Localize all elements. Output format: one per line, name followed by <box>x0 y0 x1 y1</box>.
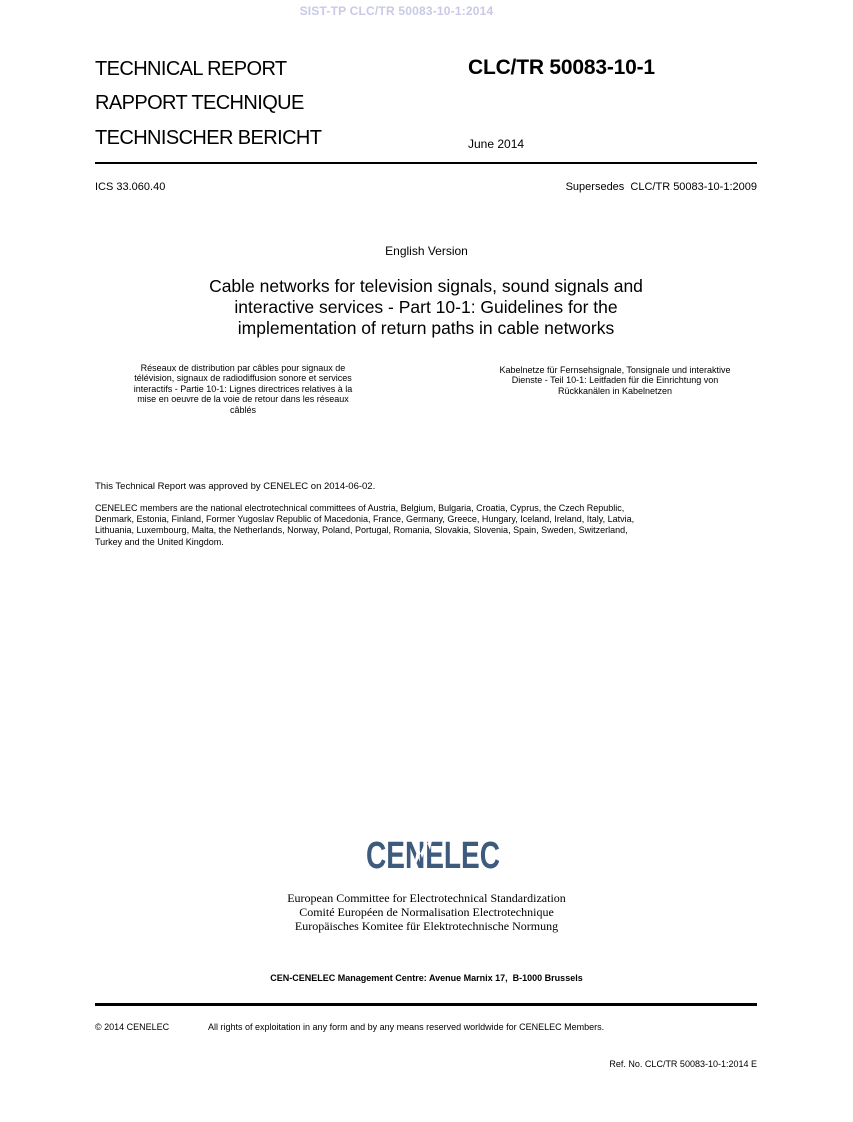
french-title-line: télévision, signaux de radiodiffusion sonore et services <box>134 373 352 384</box>
language-version: English Version <box>385 244 468 258</box>
rights-statement: All rights of exploitation in any form and by any means reserved worldwide for CENELEC Members. <box>208 1022 605 1032</box>
members-line: Turkey and the United Kingdom. <box>95 536 224 547</box>
report-type-french: RAPPORT TECHNIQUE <box>95 92 304 114</box>
document-title <box>190 276 662 339</box>
organization-name-english: European Committee for Electrotechnical Standardization <box>287 891 566 905</box>
german-title <box>470 365 760 396</box>
title-line: interactive services - Part 10-1: Guidelines for the <box>234 297 618 317</box>
members-line: Lithuania, Luxembourg, Malta, the Netherlands, Norway, Poland, Portugal, Romania, Slovakia, Slovenia, Spain, Sweden, Switzerland, <box>95 525 628 536</box>
watermark-text: SIST-TP CLC/TR 50083-10-1:2014 <box>299 4 494 18</box>
members-line: CENELEC members are the national electrotechnical committees of Austria, Belgium, Bulgaria, Croatia, Cyprus, the Czech Republic, <box>95 503 625 513</box>
french-title-line: interactifs - Partie 10-1: Lignes directrices relatives à la <box>133 383 353 394</box>
members-statement <box>95 503 760 548</box>
french-title-line: mise en oeuvre de la voie de retour dans les réseaux <box>137 394 349 405</box>
header-divider <box>95 162 757 164</box>
reference-number: Ref. No. CLC/TR 50083-10-1:2014 E <box>609 1059 757 1069</box>
publication-date: June 2014 <box>468 137 525 151</box>
report-type-english: TECHNICAL REPORT <box>95 58 287 80</box>
organization-name-german: Europäisches Komitee für Elektrotechnische Normung <box>294 919 559 933</box>
french-title-line: Réseaux de distribution par câbles pour signaux de <box>140 363 346 373</box>
german-title-line: Dienste - Teil 10-1: Leitfaden für die Einrichtung von <box>511 375 719 386</box>
management-centre-address: CEN-CENELEC Management Centre: Avenue Marnix 17, B-1000 Brussels <box>270 973 583 983</box>
footer-divider <box>95 1003 757 1006</box>
german-title-line: Rückkanälen in Kabelnetzen <box>557 385 673 396</box>
title-line: Cable networks for television signals, sound signals and <box>209 276 643 296</box>
report-type-german: TECHNISCHER BERICHT <box>95 127 322 149</box>
cenelec-logo <box>360 820 506 876</box>
members-line: Denmark, Estonia, Finland, Former Yugoslav Republic of Macedonia, France, Germany, Greece, Hungary, Iceland, Ireland, Italy, Latvia, <box>95 514 635 525</box>
ics-code: ICS 33.060.40 <box>95 181 166 193</box>
french-title-line: câblés <box>229 404 256 415</box>
supersedes-note: Supersedes CLC/TR 50083-10-1:2009 <box>565 181 757 193</box>
copyright-notice: © 2014 CENELEC <box>95 1022 170 1032</box>
organization-name-french: Comité Européen de Normalisation Electrotechnique <box>299 905 554 919</box>
document-number: CLC/TR 50083-10-1 <box>468 56 655 79</box>
approval-statement: This Technical Report was approved by CENELEC on 2014-06-02. <box>95 481 376 492</box>
organization-names <box>0 891 853 933</box>
french-title <box>100 363 386 415</box>
logo-wordmark: CENELEC <box>366 835 500 877</box>
title-line: implementation of return paths in cable networks <box>237 318 615 338</box>
german-title-line: Kabelnetze für Fernsehsignale, Tonsignale und interaktive <box>499 365 731 375</box>
